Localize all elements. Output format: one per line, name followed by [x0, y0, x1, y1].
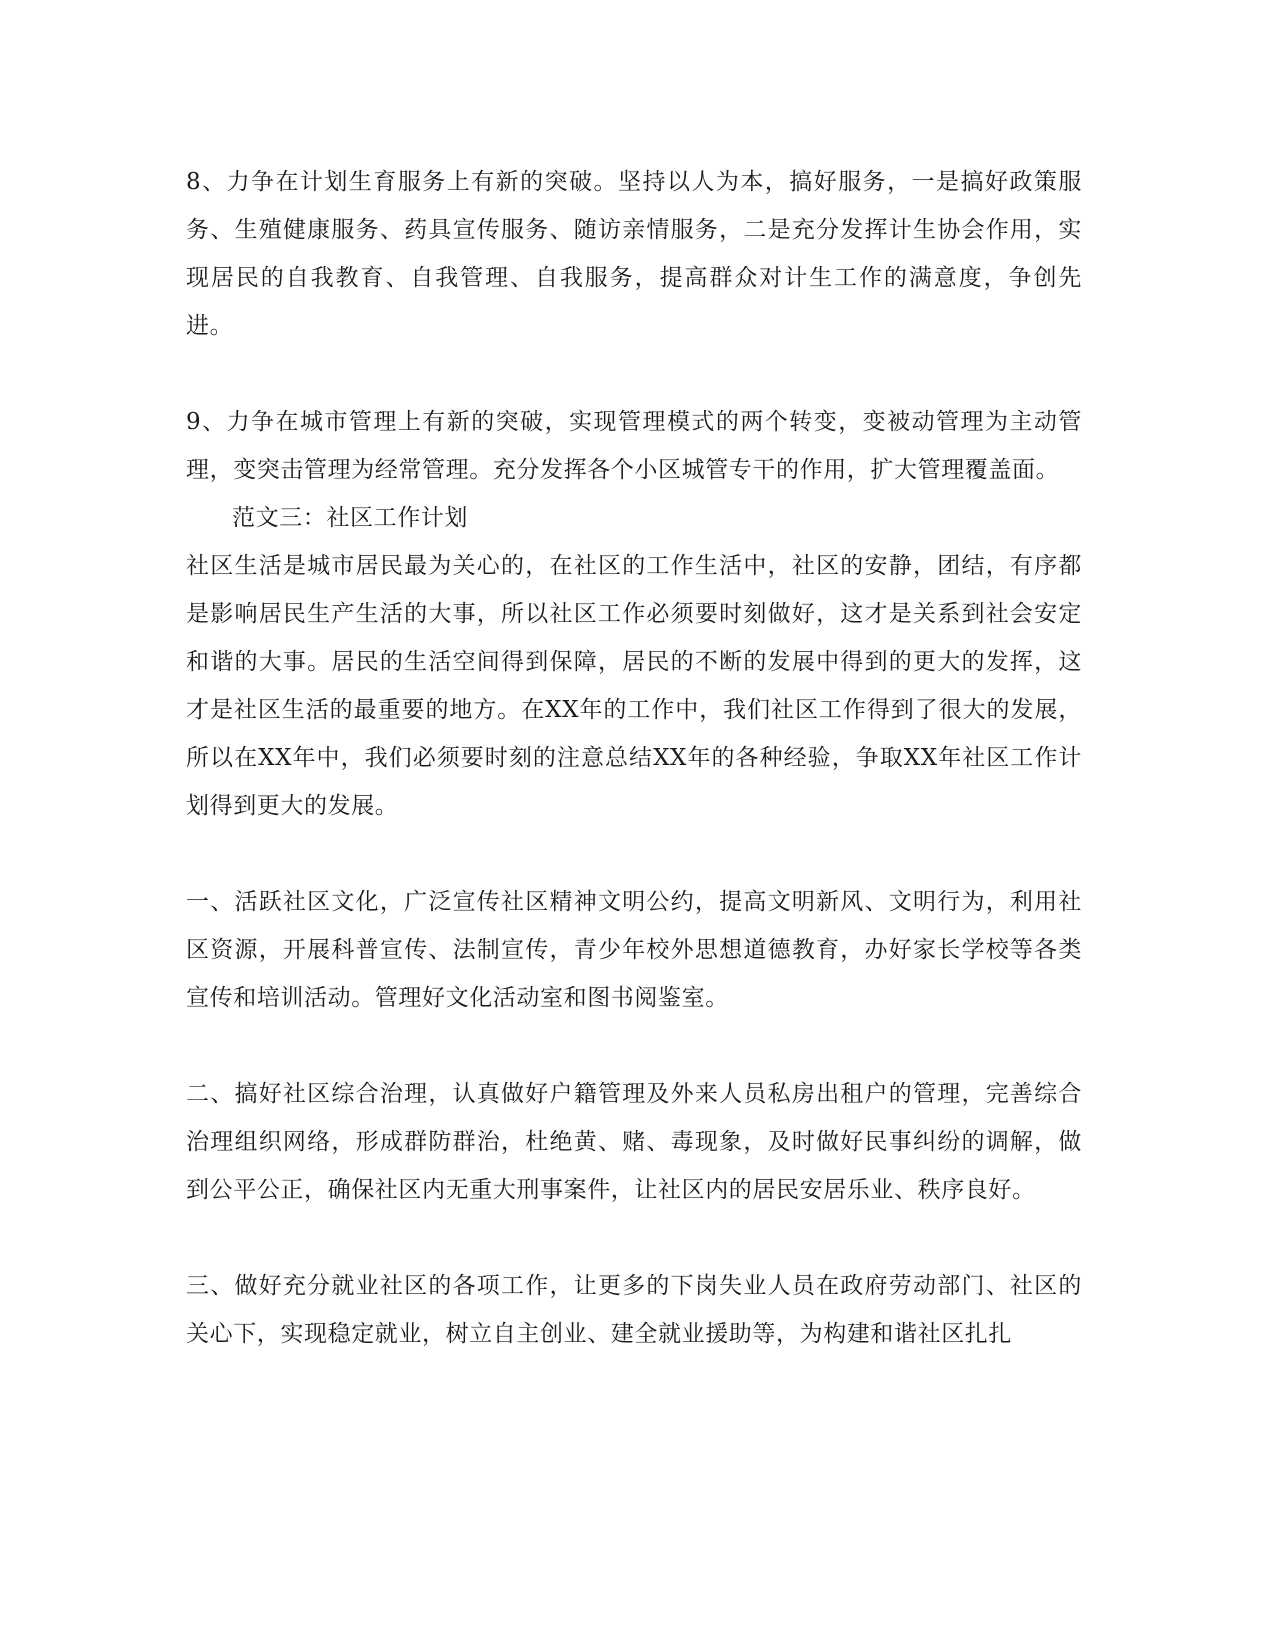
document-body	[186, 158, 1082, 1358]
item-2-paragraph: 二、搞好社区综合治理，认真做好户籍管理及外来人员私房出租户的管理，完善综合治理组织网络，形成群防群治，杜绝黄、赌、毒现象，及时做好民事纠纷的调解，做到公平公正，确保社区内无重大刑事案件，让社区内的居民安居乐业、秩序良好。	[186, 1081, 1082, 1203]
item-3-paragraph: 三、做好充分就业社区的各项工作，让更多的下岗失业人员在政府劳动部门、社区的关心下，实现稳定就业，树立自主创业、建全就业援助等，为构建和谐社区扎扎	[186, 1273, 1082, 1347]
intro-paragraph: 社区生活是城市居民最为关心的，在社区的工作生活中，社区的安静，团结，有序都是影响居民生产生活的大事，所以社区工作必须要时刻做好，这才是关系到社会安定和谐的大事。居民的生活空间得到保障，居民的不断的发展中得到的更大的发挥，这才是社区生活的最重要的地方。在XX年的工作中，我们社区工作得到了很大的发展，所以在XX年中，我们必须要时刻的注意总结XX年的各种经验，争取XX年社区工作计划得到更大的发展。	[186, 553, 1082, 819]
section-heading: 范文三：社区工作计划	[232, 505, 468, 531]
paragraph-8: 8、力争在计划生育服务上有新的突破。坚持以人为本，搞好服务，一是搞好政策服务、生殖健康服务、药具宣传服务、随访亲情服务，二是充分发挥计生协会作用，实现居民的自我教育、自我管理、自我服务，提高群众对计生工作的满意度，争创先进。	[186, 169, 1082, 339]
paragraph-9: 9、力争在城市管理上有新的突破，实现管理模式的两个转变，变被动管理为主动管理，变突击管理为经常管理。充分发挥各个小区城管专干的作用，扩大管理覆盖面。	[186, 409, 1082, 483]
item-1-paragraph: 一、活跃社区文化，广泛宣传社区精神文明公约，提高文明新风、文明行为，利用社区资源，开展科普宣传、法制宣传，青少年校外思想道德教育，办好家长学校等各类宣传和培训活动。管理好文化活动室和图书阅鉴室。	[186, 889, 1082, 1011]
